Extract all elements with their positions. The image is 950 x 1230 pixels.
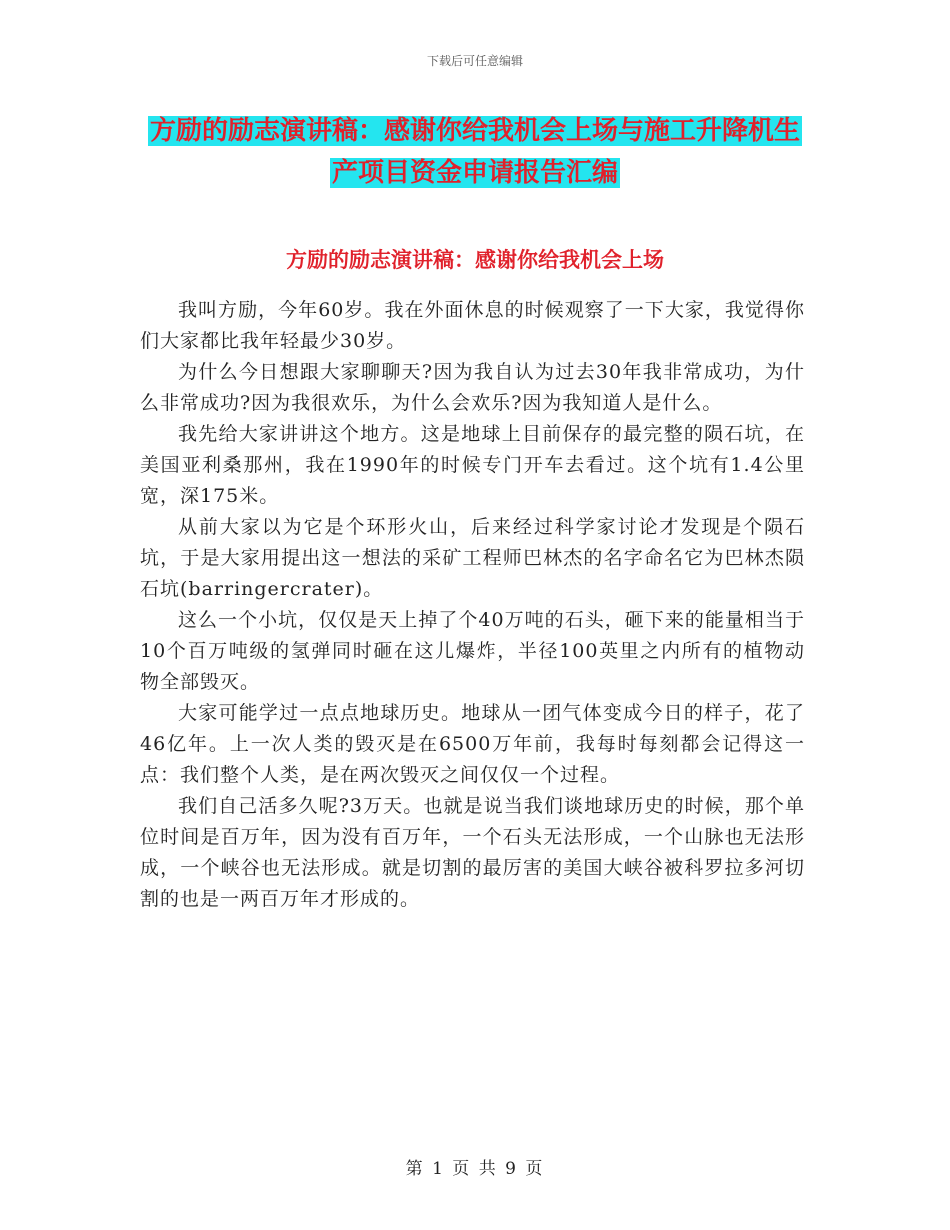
document-body (140, 295, 805, 915)
paragraph: 从前大家以为它是个环形火山，后来经过科学家讨论才发现是个陨石坑，于是大家用提出这一想法的采矿工程师巴林杰的名字命名它为巴林杰陨石坑(barringercrater)。 (140, 516, 805, 600)
document-title (140, 110, 810, 194)
paragraph: 为什么今日想跟大家聊聊天?因为我自认为过去30年我非常成功，为什么非常成功?因为我很欢乐，为什么会欢乐?因为我知道人是什么。 (140, 361, 805, 414)
paragraph: 大家可能学过一点点地球历史。地球从一团气体变成今日的样子，花了46亿年。上一次人类的毁灭是在6500万年前，我每时每刻都会记得这一点：我们整个人类，是在两次毁灭之间仅仅一个过程。 (140, 702, 805, 786)
paragraph: 我叫方励，今年60岁。我在外面休息的时候观察了一下大家，我觉得你们大家都比我年轻最少30岁。 (140, 299, 805, 352)
paragraph: 我们自己活多久呢?3万天。也就是说当我们谈地球历史的时候，那个单位时间是百万年，因为没有百万年，一个石头无法形成，一个山脉也无法形成，一个峡谷也无法形成。就是切割的最厉害的美国大峡谷被科罗拉多河切割的也是一两百万年才形成的。 (140, 795, 805, 910)
section-title: 方励的励志演讲稿：感谢你给我机会上场 (286, 248, 664, 272)
document-title-text: 方励的励志演讲稿：感谢你给我机会上场与施工升降机生产项目资金申请报告汇编 (149, 116, 800, 188)
paragraph: 这么一个小坑，仅仅是天上掉了个40万吨的石头，砸下来的能量相当于10个百万吨级的氢弹同时砸在这儿爆炸，半径100英里之内所有的植物动物全部毁灭。 (140, 609, 805, 693)
paragraph: 我先给大家讲讲这个地方。这是地球上目前保存的最完整的陨石坑，在美国亚利桑那州，我在1990年的时候专门开车去看过。这个坑有1.4公里宽，深175米。 (140, 423, 805, 507)
page-number: 第 1 页 共 9 页 (405, 1159, 545, 1179)
page-header: 下载后可任意编辑 (426, 54, 523, 68)
